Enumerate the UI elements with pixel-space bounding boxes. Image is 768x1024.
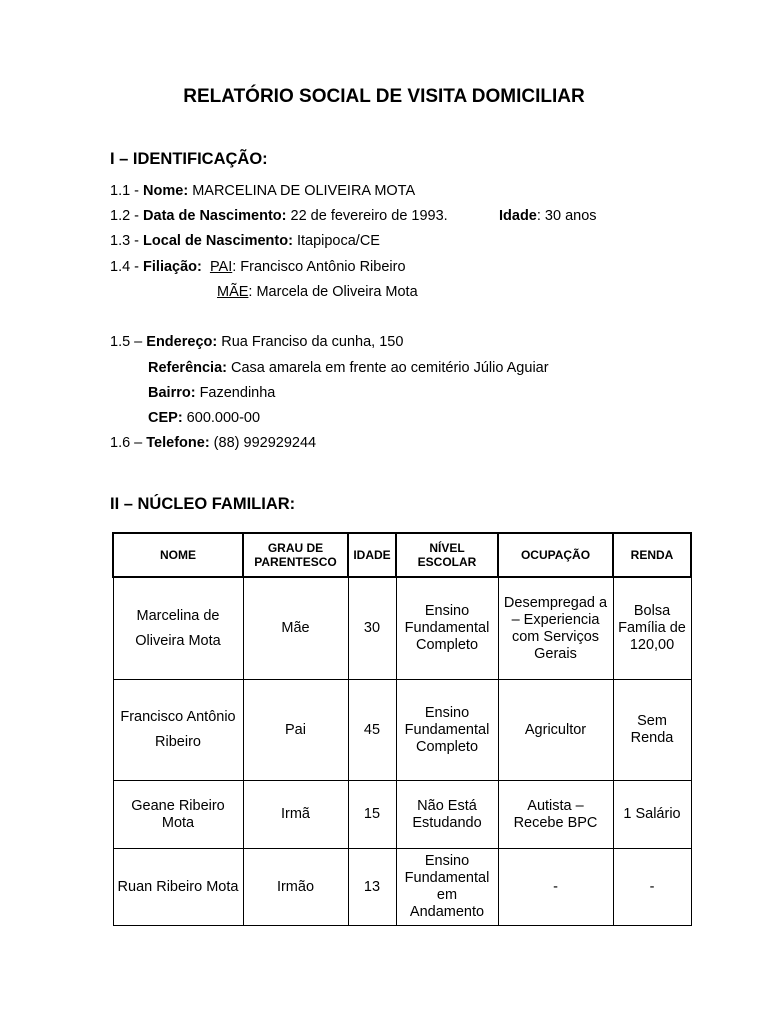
cell-ocupacao: Autista – Recebe BPC — [498, 781, 613, 849]
cell-ocupacao: Desempregad a – Experiencia com Serviços Gerais — [498, 577, 613, 680]
field-idade: Idade: 30 anos — [499, 208, 597, 224]
field-filiacao-mae: MÃE: Marcela de Oliveira Mota — [217, 284, 418, 300]
cell-nivel-escolar: Ensino Fundamental Completo — [396, 577, 498, 680]
field-bairro: Bairro: Fazendinha — [148, 385, 276, 401]
cell-renda: 1 Salário — [613, 781, 691, 849]
cell-grau-parentesco: Irmã — [243, 781, 348, 849]
table-header-row — [113, 533, 691, 577]
cell-grau-parentesco: Pai — [243, 680, 348, 781]
section-nucleo-familiar-heading: II – NÚCLEO FAMILIAR: — [110, 495, 296, 513]
cell-idade: 15 — [348, 781, 396, 849]
cell-grau-parentesco: Mãe — [243, 577, 348, 680]
cell-nome: Geane Ribeiro Mota — [113, 781, 243, 849]
field-telefone: 1.6 – Telefone: (88) 992929244 — [110, 435, 317, 451]
table-row — [113, 781, 691, 849]
section-identificacao-heading: I – IDENTIFICAÇÃO: — [110, 150, 268, 168]
cell-ocupacao: Agricultor — [498, 680, 613, 781]
family-table — [112, 532, 692, 926]
table-row — [113, 577, 691, 680]
field-filiacao-pai: 1.4 - Filiação: PAI: Francisco Antônio Ribeiro — [110, 259, 406, 275]
field-data-nascimento: 1.2 - Data de Nascimento: 22 de fevereiro de 1993. — [110, 208, 448, 224]
field-cep: CEP: 600.000-00 — [148, 410, 261, 426]
field-endereco: 1.5 – Endereço: Rua Franciso da cunha, 150 — [110, 334, 404, 350]
cell-grau-parentesco: Irmão — [243, 849, 348, 926]
table-row — [113, 680, 691, 781]
header-nome: NOME — [113, 533, 243, 577]
cell-nivel-escolar: Ensino Fundamental Completo — [396, 680, 498, 781]
cell-nome: Ruan Ribeiro Mota — [113, 849, 243, 926]
field-referencia: Referência: Casa amarela em frente ao cemitério Júlio Aguiar — [148, 360, 549, 376]
cell-idade: 45 — [348, 680, 396, 781]
header-nivel-escolar: NÍVEL ESCOLAR — [396, 533, 498, 577]
cell-idade: 13 — [348, 849, 396, 926]
table-row — [113, 849, 691, 926]
cell-nivel-escolar: Não Está Estudando — [396, 781, 498, 849]
cell-nivel-escolar: Ensino Fundamental em Andamento — [396, 849, 498, 926]
header-ocupacao: OCUPAÇÃO — [498, 533, 613, 577]
cell-renda: Bolsa Família de 120,00 — [613, 577, 691, 680]
header-renda: RENDA — [613, 533, 691, 577]
cell-renda: - — [613, 849, 691, 926]
field-nome: 1.1 - Nome: MARCELINA DE OLIVEIRA MOTA — [110, 183, 416, 199]
cell-renda: Sem Renda — [613, 680, 691, 781]
header-idade: IDADE — [348, 533, 396, 577]
cell-nome: Francisco Antônio Ribeiro — [113, 680, 243, 781]
page-title: RELATÓRIO SOCIAL DE VISITA DOMICILIAR — [183, 86, 585, 107]
field-local-nascimento: 1.3 - Local de Nascimento: Itapipoca/CE — [110, 233, 380, 249]
cell-nome: Marcelina de Oliveira Mota — [113, 577, 243, 680]
cell-ocupacao: - — [498, 849, 613, 926]
header-grau-parentesco: GRAU DE PARENTESCO — [243, 533, 348, 577]
cell-idade: 30 — [348, 577, 396, 680]
